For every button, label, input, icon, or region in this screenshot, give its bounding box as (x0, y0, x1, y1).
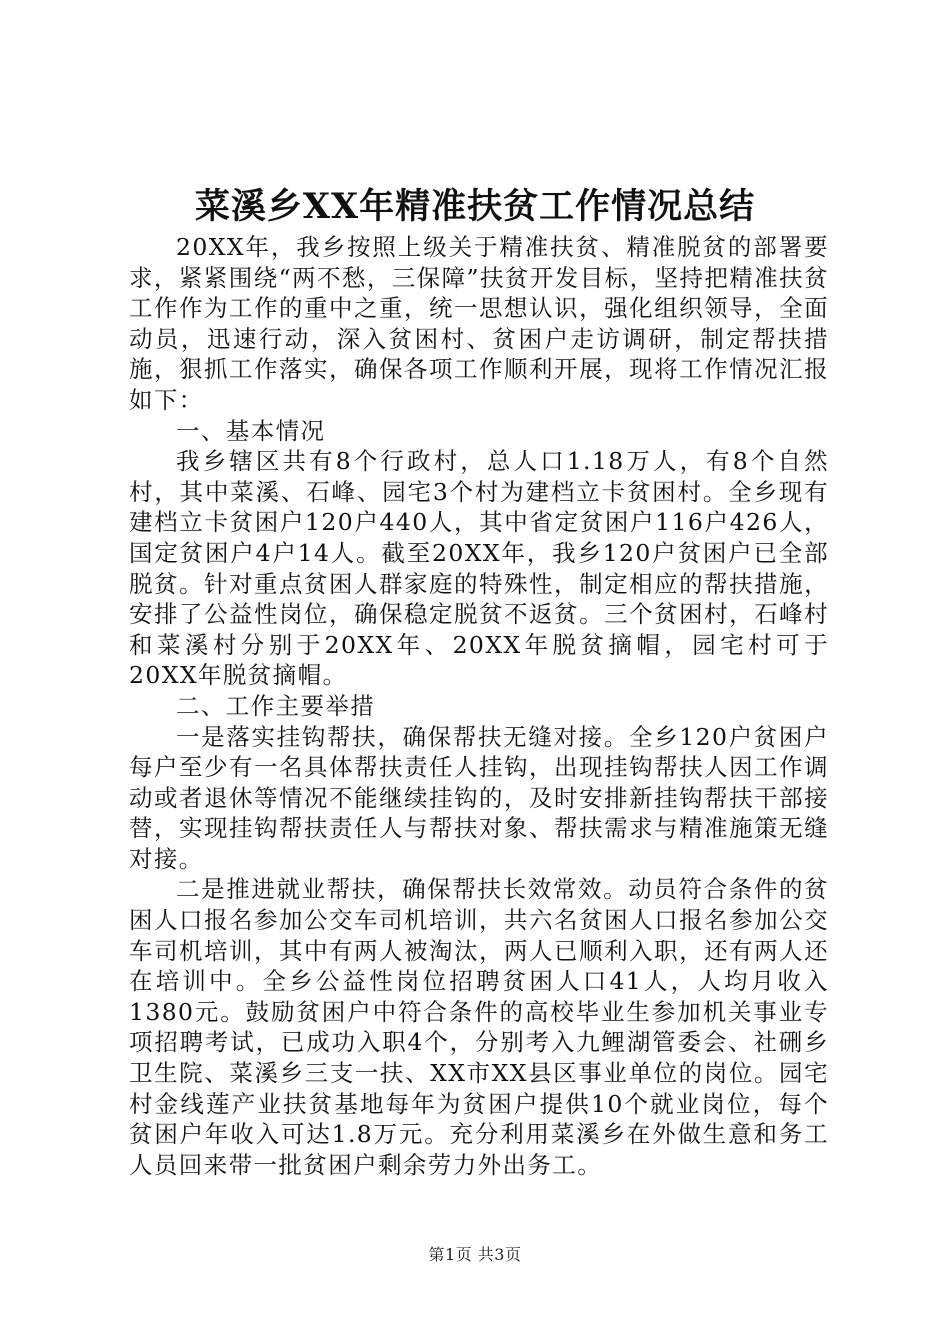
document-body (129, 232, 829, 1180)
document-title: 菜溪乡XX年精准扶贫工作情况总结 (194, 186, 756, 227)
page-footer: 第1页 共3页 (428, 1245, 522, 1264)
measure-paragraph-1: 一是落实挂钩帮扶，确保帮扶无缝对接。全乡120户贫困户每户至少有一名具体帮扶责任人挂钩，出现挂钩帮扶人因工作调动或者退休等情况不能继续挂钩的，及时安排新挂钩帮扶干部接替，实现挂钩帮扶责任人与帮扶对象、帮扶需求与精准施策无缝对接。 (129, 722, 829, 873)
section-heading-main-measures: 二、工作主要举措 (176, 691, 376, 720)
section-heading-basic-situation: 一、基本情况 (176, 416, 326, 445)
basic-situation-paragraph: 我乡辖区共有8个行政村，总人口1.18万人，有8个自然村，其中菜溪、石峰、园宅3个村为建档立卡贫困村。全乡现有建档立卡贫困户120户440人，其中省定贫困户116户426人，国定贫困户4户14人。截至20XX年，我乡120户贫困户已全部脱贫。针对重点贫困人群家庭的特殊性，制定相应的帮扶措施，安排了公益性岗位，确保稳定脱贫不返贫。三个贫困村，石峰村和菜溪村分别于20XX年、20XX年脱贫摘帽，园宅村可于20XX年脱贫摘帽。 (129, 447, 829, 690)
measure-paragraph-2: 二是推进就业帮扶，确保帮扶长效常效。动员符合条件的贫困人口报名参加公交车司机培训，共六名贫困人口报名参加公交车司机培训，其中有两人被淘汰，两人已顺利入职，还有两人还在培训中。全乡公益性岗位招聘贫困人口41人，人均月收入1380元。鼓励贫困户中符合条件的高校毕业生参加机关事业专项招聘考试，已成功入职4个，分别考入九鲤湖管委会、社硎乡卫生院、菜溪乡三支一扶、XX市XX县区事业单位的岗位。园宅村金线莲产业扶贫基地每年为贫困户提供10个就业岗位，每个贫困户年收入可达1.8万元。充分利用菜溪乡在外做生意和务工人员回来带一批贫困户剩余劳力外出务工。 (129, 875, 829, 1179)
intro-paragraph: 20XX年，我乡按照上级关于精准扶贫、精准脱贫的部署要求，紧紧围绕“两不愁，三保障”扶贫开发目标，坚持把精准扶贫工作作为工作的重中之重，统一思想认识，强化组织领导，全面动员，迅速行动，深入贫困村、贫困户走访调研，制定帮扶措施，狠抓工作落实，确保各项工作顺利开展，现将工作情况汇报如下： (129, 233, 829, 414)
